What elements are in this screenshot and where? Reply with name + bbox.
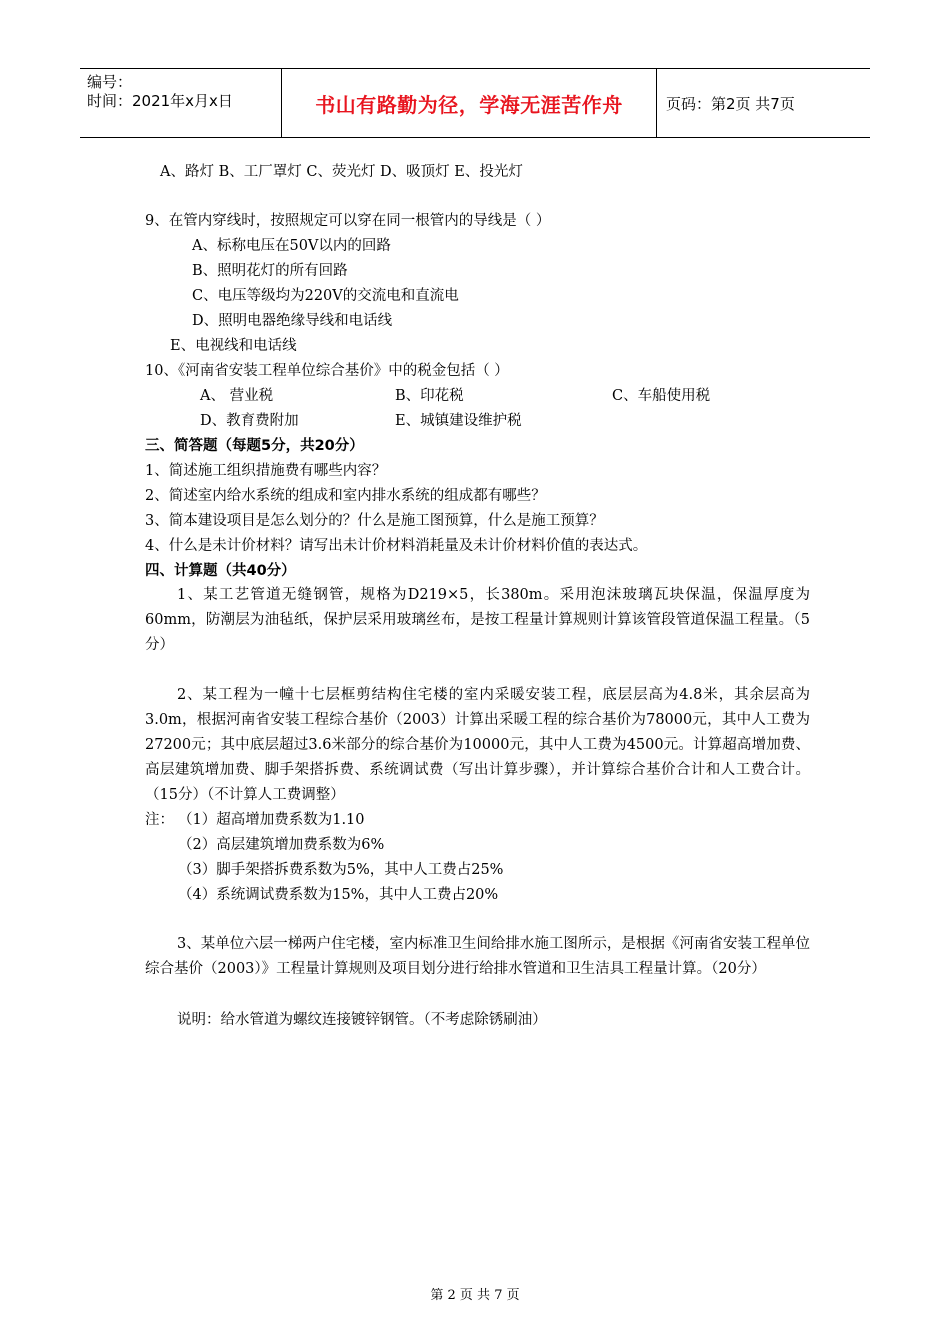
note-label: 注： — [145, 812, 174, 828]
q9-option-b: B、照明花灯的所有回路 — [192, 263, 348, 279]
note-4: （4）系统调试费系数为15%，其中人工费占20% — [178, 887, 499, 903]
note-2: （2）高层建筑增加费系数为6% — [178, 837, 385, 853]
number-label: 编号： — [87, 73, 133, 91]
page-footer: 第 2 页 共 7 页 — [430, 1288, 520, 1303]
page-header — [80, 68, 870, 138]
section3-q4: 4、什么是未计价材料？请写出未计价材料消耗量及未计价材料价值的表达式。 — [145, 538, 648, 554]
q9-stem: 9、在管内穿线时，按照规定可以穿在同一根管内的导线是（ ） — [145, 213, 551, 229]
q9-option-e: E、电视线和电话线 — [170, 338, 297, 354]
section3-q2: 2、简述室内给水系统的组成和室内排水系统的组成都有哪些？ — [145, 488, 546, 504]
q10-option-e: E、城镇建设维护税 — [395, 413, 522, 429]
q9-option-d: D、照明电器绝缘导线和电话线 — [192, 313, 393, 329]
calc-problem-3-note: 说明：给水管道为螺纹连接镀锌钢管。（不考虑除锈刷油） — [177, 1012, 547, 1028]
note-1: （1）超高增加费系数为1.10 — [178, 812, 365, 828]
calc-problem-1: 1、某工艺管道无缝钢管，规格为D219×5，长380m。采用泡沫玻璃瓦块保温，保温厚度为60mm，防潮层为油毡纸，保护层采用玻璃丝布，是按工程量计算规则计算该管段管道保温工程量。（5分） — [145, 587, 810, 653]
section3-title: 三、简答题（每题5分，共20分） — [145, 438, 364, 454]
q10-option-a: A、 营业税 — [200, 388, 274, 404]
header-page-label — [666, 69, 870, 137]
q9-option-c: C、电压等级均为220V的交流电和直流电 — [192, 288, 459, 304]
q9-option-a: A、标称电压在50V以内的回路 — [192, 238, 391, 254]
calc-problem-2: 2、某工程为一幢十七层框剪结构住宅楼的室内采暖安装工程，底层层高为4.8米，其余层高为3.0m，根据河南省安装工程综合基价（2003）计算出采暖工程的综合基价为78000元，其中人工费为27200元；其中底层超过3.6米部分的综合基价为10000元，其中人工费为4500元。计算超高增加费、高层建筑增加费、脚手架搭拆费、系统调试费（写出计算步骤），并计算综合基价合计和人工费合计。（15分）（不计算人工费调整） — [145, 687, 810, 803]
time-label: 时间：2021年x月x日 — [87, 92, 233, 110]
calc-problem-3: 3、某单位六层一梯两户住宅楼，室内标准卫生间给排水施工图所示，是根据《河南省安装工程单位综合基价（2003）》工程量计算规则及项目划分进行给排水管道和卫生洁具工程量计算。（20分） — [145, 936, 810, 977]
q10-option-d: D、教育费附加 — [200, 413, 299, 429]
section3-q1: 1、简述施工组织措施费有哪些内容？ — [145, 463, 387, 479]
q10-option-c: C、车船使用税 — [612, 388, 711, 404]
q8-options: A、路灯 B、工厂罩灯 C、荧光灯 D、吸顶灯 E、投光灯 — [160, 164, 523, 180]
header-motto: 书山有路勤为径，学海无涯苦作舟 — [282, 69, 657, 137]
note-3: （3）脚手架搭拆费系数为5%，其中人工费占25% — [178, 862, 504, 878]
header-meta — [80, 69, 282, 137]
section4-title: 四、计算题（共40分） — [145, 563, 296, 579]
q10-stem: 10、《河南省安装工程单位综合基价》中的税金包括（ ） — [145, 363, 509, 379]
page-label: 页码：第2页 共7页 — [666, 94, 795, 113]
section3-q3: 3、简本建设项目是怎么划分的？什么是施工图预算，什么是施工预算？ — [145, 513, 604, 529]
q10-option-b: B、印花税 — [395, 388, 464, 404]
